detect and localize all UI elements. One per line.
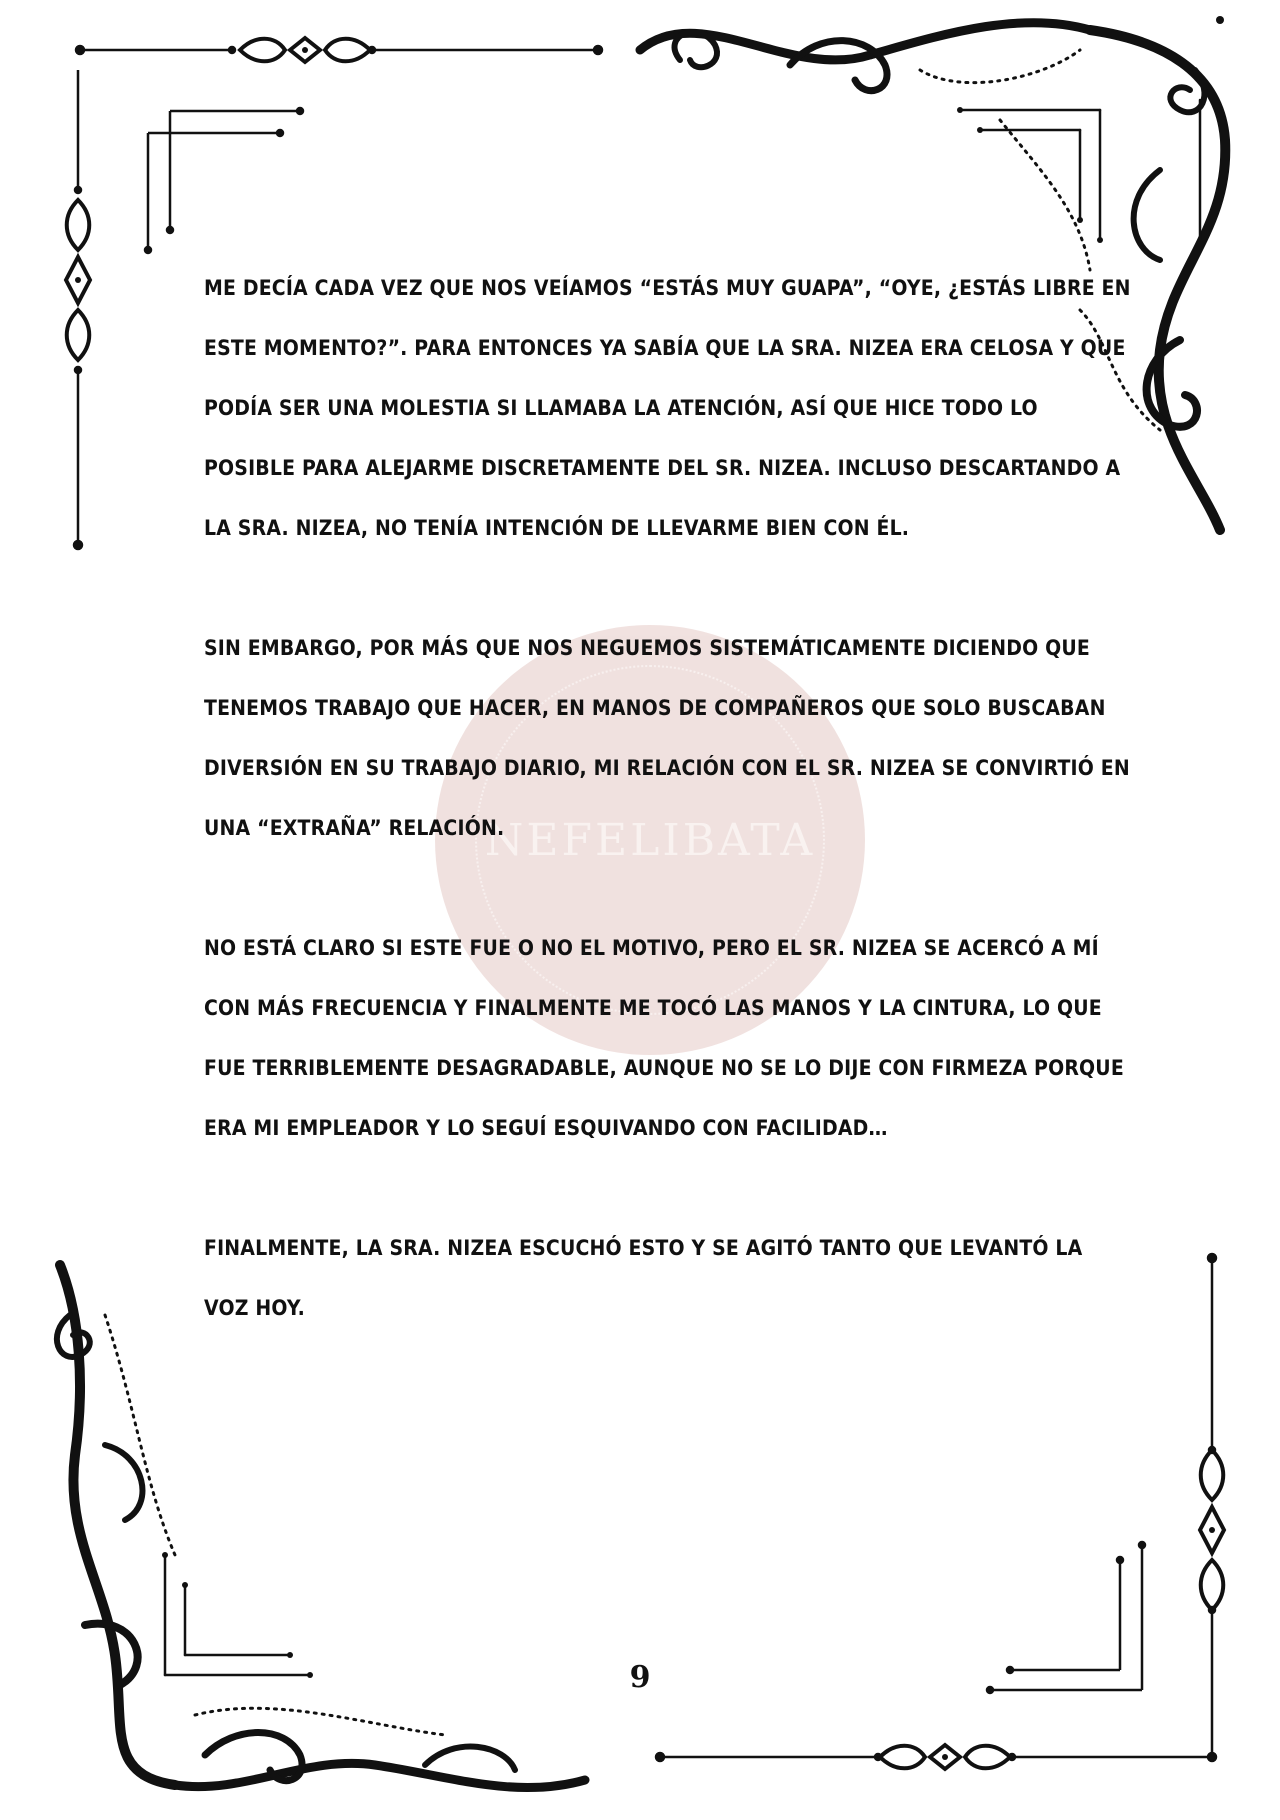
page-number: 9 (629, 1660, 651, 1695)
watermark-text: NEFELIBATA (484, 814, 816, 866)
paragraph-3: NO ESTÁ CLARO SI ESTE FUE O NO EL MOTIVO, PERO EL SR. NIZEA SE ACERCÓ A MÍ CON MÁS FRECUENCIA Y FINALMENTE ME TOCÓ LAS MANOS Y LA CINTURA, LO QUE FUE TERRIBLEMENTE DESAGRADABLE, AUNQUE NO SE LO DIJE CON FIRMEZA PORQUE ERA MI EMPLEADOR Y LO SEGUÍ ESQUIVANDO CON FACILIDAD… (204, 936, 1124, 1140)
body-text (204, 258, 1134, 1398)
paragraph-1: ME DECÍA CADA VEZ QUE NOS VEÍAMOS “ESTÁS MUY GUAPA”, “OYE, ¿ESTÁS LIBRE EN ESTE MOMENTO?”. PARA ENTONCES YA SABÍA QUE LA SRA. NIZEA ERA CELOSA Y QUE PODÍA SER UNA MOLESTIA SI LLAMABA LA ATENCIÓN, ASÍ QUE HICE TODO LO POSIBLE PARA ALEJARME DISCRETAMENTE DEL SR. NIZEA. INCLUSO DESCARTANDO A LA SRA. NIZEA, NO TENÍA INTENCIÓN DE LLEVARME BIEN CON ÉL. (204, 276, 1131, 540)
heart-diamond-ornament-right (1192, 1445, 1232, 1615)
paragraph-2: SIN EMBARGO, POR MÁS QUE NOS NEGUEMOS SISTEMÁTICAMENTE DICIENDO QUE TENEMOS TRABAJO QUE HACER, EN MANOS DE COMPAÑEROS QUE SOLO BUSCABAN DIVERSIÓN EN SU TRABAJO DIARIO, MI RELACIÓN CON EL SR. NIZEA SE CONVIRTIÓ EN UNA “EXTRAÑA” RELACIÓN. (204, 636, 1130, 840)
paragraph-4: FINALMENTE, LA SRA. NIZEA ESCUCHÓ ESTO Y SE AGITÓ TANTO QUE LEVANTÓ LA VOZ HOY. (204, 1236, 1083, 1320)
heart-diamond-ornament-bottom (875, 1737, 1015, 1777)
